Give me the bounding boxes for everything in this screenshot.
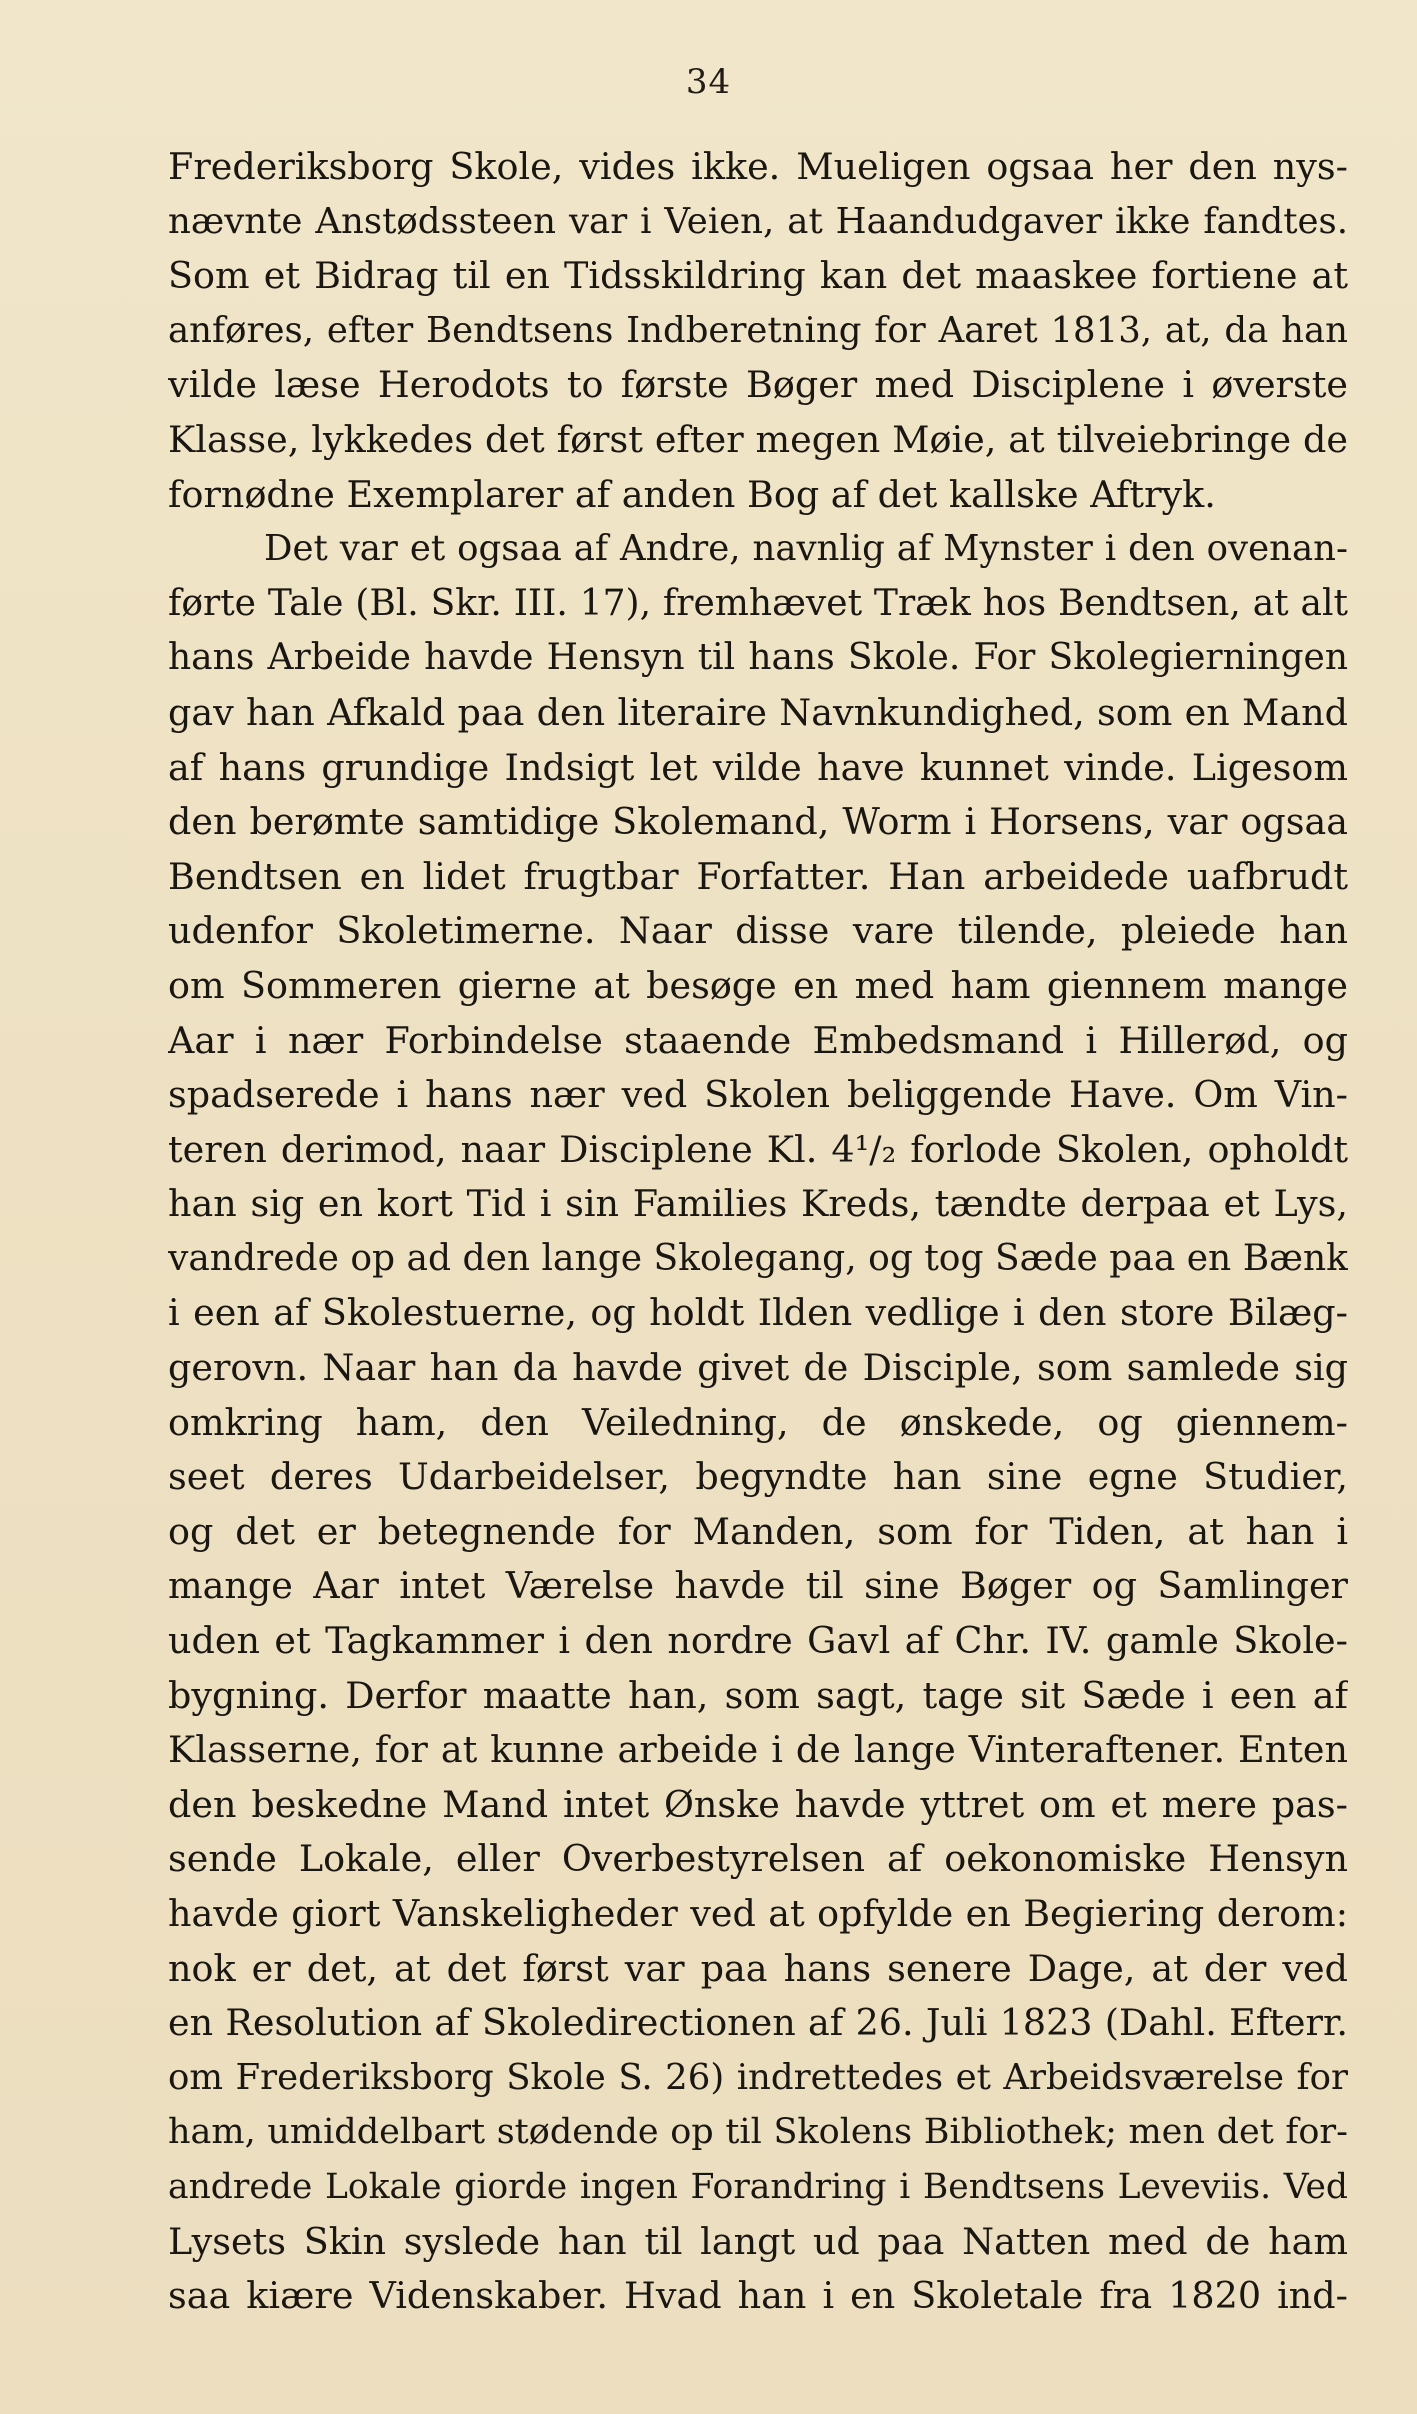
- text-line: førte Tale (Bl. Skr. III. 17), fremhævet Træk hos Bendtsen, at alt: [168, 582, 1348, 624]
- text-line: nok er det, at det først var paa hans senere Dage, at der ved: [168, 1946, 1348, 1990]
- text-line: saa kiære Videnskaber. Hvad han i en Skoletale fra 1820 ind-: [168, 2274, 1348, 2318]
- text-line: ham, umiddelbart stødende op til Skolens Bibliothek; men det for-: [168, 2112, 1348, 2153]
- text-line: Aar i nær Forbindelse staaende Embedsmand i Hillerød, og: [168, 1018, 1348, 1062]
- text-line: vilde læse Herodots to første Bøger med Disciplene i øverste: [168, 363, 1348, 407]
- text-line: havde giort Vanskeligheder ved at opfylde en Begiering derom:: [168, 1892, 1348, 1935]
- text-line: teren derimod, naar Disciplene Kl. 4¹/₂ forlode Skolen, opholdt: [168, 1127, 1348, 1171]
- text-line: Klasse, lykkedes det først efter megen Møie, at tilveiebringe de: [168, 417, 1348, 461]
- text-line: Lysets Skin syslede han til langt ud paa Natten med de ham: [168, 2219, 1348, 2263]
- text-line: nævnte Anstødssteen var i Veien, at Haandudgaver ikke fandtes.: [168, 200, 1348, 242]
- text-line: om Sommeren gierne at besøge en med ham giennem mange: [168, 963, 1348, 1007]
- text-line: udenfor Skoletimerne. Naar disse vare tilende, pleiede han: [168, 909, 1348, 953]
- body-text: [168, 140, 1348, 2324]
- text-line: uden et Tagkammer i den nordre Gavl af Chr. IV. gamle Skole-: [168, 1619, 1348, 1663]
- text-line: spadserede i hans nær ved Skolen beliggende Have. Om Vin-: [168, 1073, 1348, 1117]
- page-number: 34: [685, 62, 732, 102]
- text-line: mange Aar intet Værelse havde til sine Bøger og Samlinger: [168, 1564, 1348, 1608]
- text-line: sende Lokale, eller Overbestyrelsen af oekonomiske Hensyn: [168, 1837, 1348, 1881]
- text-line: bygning. Derfor maatte han, som sagt, tage sit Sæde i een af: [168, 1673, 1348, 1717]
- text-line: seet deres Udarbeidelser, begyndte han sine egne Studier,: [168, 1455, 1348, 1499]
- text-line: den beskedne Mand intet Ønske havde yttret om et mere pas-: [168, 1782, 1348, 1826]
- text-line: om Frederiksborg Skole S. 26) indrettedes et Arbeidsværelse for: [168, 2056, 1348, 2098]
- text-line: en Resolution af Skoledirectionen af 26. Juli 1823 (Dahl. Efterr.: [168, 2001, 1348, 2045]
- text-line: Det var et ogsaa af Andre, navnlig af Mynster i den ovenan-: [264, 528, 1348, 570]
- text-line: Som et Bidrag til en Tidsskildring kan det maaskee fortiene at: [168, 254, 1348, 298]
- text-line: og det er betegnende for Manden, som for Tiden, at han i: [168, 1509, 1348, 1553]
- text-line: gav han Afkald paa den literaire Navnkundighed, som en Mand: [168, 690, 1348, 734]
- text-line: Klasserne, for at kunne arbeide i de lange Vinteraftener. Enten: [168, 1728, 1348, 1772]
- text-line: i een af Skolestuerne, og holdt Ilden vedlige i den store Bilæg-: [168, 1291, 1348, 1335]
- text-line: han sig en kort Tid i sin Families Kreds, tændte derpaa et Lys,: [168, 1182, 1348, 1226]
- text-line: af hans grundige Indsigt let vilde have kunnet vinde. Ligesom: [168, 745, 1348, 789]
- text-line: gerovn. Naar han da havde givet de Disciple, som samlede sig: [168, 1346, 1348, 1390]
- text-line: anføres, efter Bendtsens Indberetning for Aaret 1813, at, da han: [168, 309, 1348, 351]
- text-line: andrede Lokale giorde ingen Forandring i Bendtsens Leveviis. Ved: [168, 2166, 1348, 2207]
- text-line: Bendtsen en lidet frugtbar Forfatter. Han arbeidede uafbrudt: [168, 854, 1348, 898]
- text-line: vandrede op ad den lange Skolegang, og tog Sæde paa en Bænk: [168, 1237, 1348, 1279]
- text-line: Frederiksborg Skole, vides ikke. Mueligen ogsaa her den nys-: [168, 145, 1348, 188]
- text-line: den berømte samtidige Skolemand, Worm i Horsens, var ogsaa: [168, 800, 1348, 844]
- text-line: fornødne Exemplarer af anden Bog af det kallske Aftryk.: [168, 472, 1216, 516]
- text-line: omkring ham, den Veiledning, de ønskede, og giennem-: [168, 1400, 1348, 1444]
- text-line: hans Arbeide havde Hensyn til hans Skole. For Skolegierningen: [168, 637, 1348, 679]
